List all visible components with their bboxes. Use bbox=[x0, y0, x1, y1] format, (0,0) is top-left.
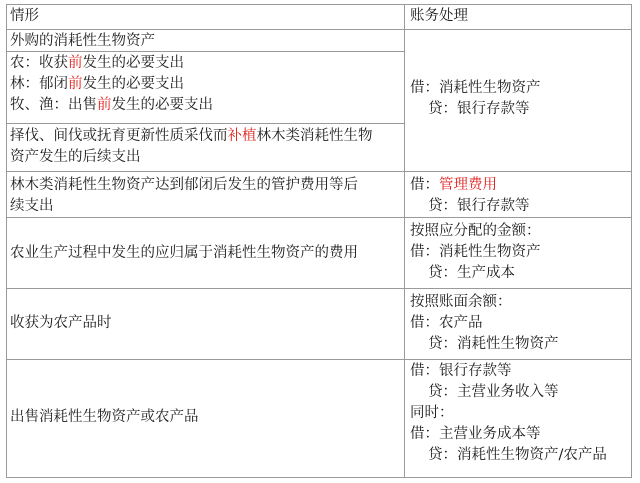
row1-item-livestock: 牧、渔：出售前发生的必要支出 bbox=[10, 97, 213, 113]
table-border-left bbox=[6, 4, 7, 478]
row4-entry: 按照账面余额： 借：农产品 贷：消耗性生物资产 bbox=[410, 294, 559, 352]
row1-entry: 借：消耗性生物资产 贷：银行存款等 bbox=[410, 80, 541, 117]
row3-entry: 按照应分配的金额： 借：消耗性生物资产 贷：生产成本 bbox=[410, 223, 541, 281]
column-divider bbox=[404, 4, 405, 478]
row3-situation: 农业生产过程中发生的应归属于消耗性生物资产的费用 bbox=[10, 245, 358, 261]
row5-situation: 出售消耗性生物资产或农产品 bbox=[10, 409, 199, 425]
table-border-bottom bbox=[6, 477, 632, 478]
row2-entry: 借：管理费用 贷：银行存款等 bbox=[410, 177, 530, 214]
row1-inner-divider-b bbox=[6, 123, 404, 124]
row5-entry: 借：银行存款等 贷：主营业务收入等 同时： 借：主营业务成本等 贷：消耗性生物资产/农产品 bbox=[410, 363, 607, 463]
row-divider-header bbox=[6, 29, 632, 30]
header-accounting: 账务处理 bbox=[410, 8, 468, 24]
row1-title: 外购的消耗性生物资产 bbox=[10, 33, 155, 49]
table-border-right bbox=[631, 4, 632, 478]
row1-items bbox=[10, 53, 213, 116]
header-situation: 情形 bbox=[10, 8, 39, 24]
table-border-top bbox=[6, 4, 632, 5]
row1-item-forestry: 林：郁闭前发生的必要支出 bbox=[10, 76, 184, 92]
row1-item-agriculture: 农：收获前发生的必要支出 bbox=[10, 55, 184, 71]
row1-inner-divider-a bbox=[6, 51, 404, 52]
accounting-table bbox=[6, 4, 632, 478]
row-divider-4 bbox=[6, 359, 632, 360]
row2-situation: 林木类消耗性生物资产达到郁闭后发生的管护费用等后 续支出 bbox=[10, 177, 358, 214]
row-divider-1 bbox=[6, 171, 632, 172]
row1-replant: 择伐、间伐或抚育更新性质采伐而补植林木类消耗性生物 资产发生的后续支出 bbox=[10, 128, 373, 165]
row4-situation: 收获为农产品时 bbox=[10, 315, 112, 331]
row-divider-3 bbox=[6, 288, 632, 289]
row-divider-2 bbox=[6, 217, 632, 218]
